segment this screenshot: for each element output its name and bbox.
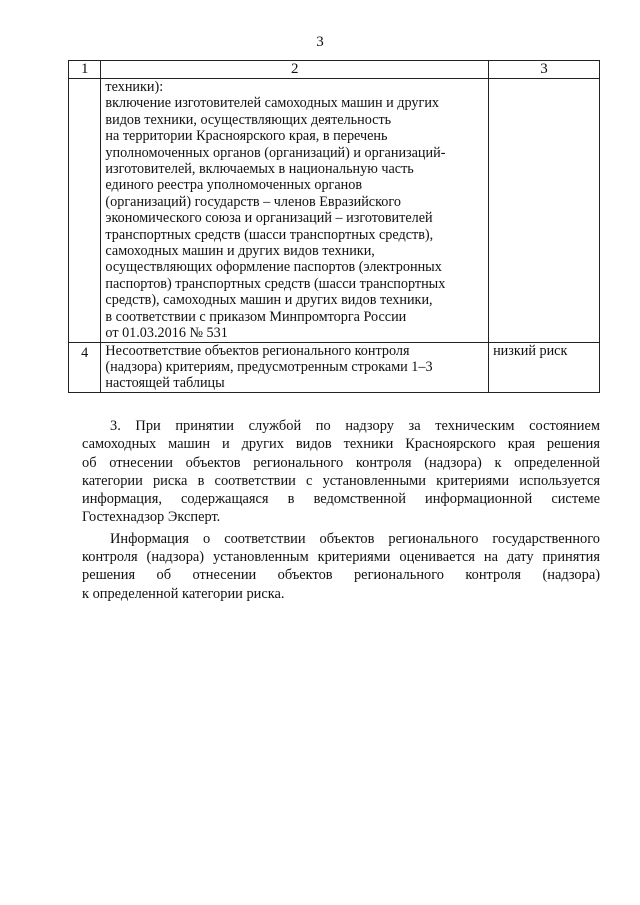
text-line: осуществляющих оформление паспортов (электронных <box>105 259 442 276</box>
table-row-4 <box>69 342 600 392</box>
text-line: Несоответствие объектов регионального контроля <box>105 342 410 359</box>
text-line: изготовителей, включаемых в национальную часть <box>105 161 414 178</box>
text-line: решения об отнесении объектов регионального контроля (надзора) <box>82 567 600 584</box>
table-cell <box>489 79 600 343</box>
risk-criteria-table <box>68 60 600 393</box>
text-line: настоящей таблицы <box>105 375 225 392</box>
table-header-cell: 3 <box>489 61 600 79</box>
table-cell-criteria <box>101 342 489 392</box>
text-line: Информация о соответствии объектов регионального государственного <box>110 530 600 547</box>
text-line: 3. При принятии службой по надзору за техническим состоянием <box>110 418 600 434</box>
text-line: уполномоченных органов (организаций) и организаций- <box>105 144 446 161</box>
body-text <box>82 417 600 603</box>
table-cell-criteria <box>101 79 489 343</box>
text-line: об отнесении объектов регионального контроля (надзора) к определенной <box>82 454 600 471</box>
text-line: категории риска в соответствии с установленными критериями используется <box>82 472 600 489</box>
text-line: информация, содержащаяся в ведомственной информационной системе <box>82 491 600 508</box>
text-line: техники): <box>105 79 164 95</box>
text-line: видов техники, осуществляющих деятельность <box>105 111 392 128</box>
text-line: Гостехнадзор Эксперт. <box>82 509 221 526</box>
text-line: к определенной категории риска. <box>82 585 285 602</box>
text-line: (организаций) государств – членов Евразийского <box>105 193 401 210</box>
paragraph-4 <box>82 530 600 603</box>
text-line: контроля (надзора) установленным критериями оценивается на дату принятия <box>82 549 600 566</box>
text-line: на территории Красноярского края, в перечень <box>105 128 388 145</box>
table-row-continuation <box>69 79 600 343</box>
table-header-cell: 1 <box>69 61 101 79</box>
table-cell <box>69 79 101 343</box>
row-number: 4 <box>69 342 101 392</box>
text-line: самоходных машин и других видов техники, <box>105 243 375 260</box>
paragraph-3 <box>82 417 600 527</box>
page-number: 3 <box>316 34 324 50</box>
text-line: транспортных средств (шасси транспортных средств), <box>105 226 434 243</box>
text-line: единого реестра уполномоченных органов <box>105 177 363 194</box>
text-line: в соответствии с приказом Минпромторга России <box>105 308 407 325</box>
text-line: паспортов) транспортных средств (шасси транспортных <box>105 275 446 292</box>
table-header-row <box>69 61 600 79</box>
table-header-cell: 2 <box>101 61 489 79</box>
text-line: самоходных машин и других видов техники Красноярского края решения <box>82 436 600 453</box>
text-line: средств), самоходных машин и других видов техники, <box>105 292 433 309</box>
text-line: экономического союза и организаций – изготовителей <box>105 210 433 227</box>
text-line: (надзора) критериям, предусмотренным строками 1–3 <box>105 358 433 375</box>
text-line: включение изготовителей самоходных машин и других <box>105 95 439 112</box>
text-line: от 01.03.2016 № 531 <box>105 325 228 342</box>
risk-category: низкий риск <box>489 342 600 392</box>
